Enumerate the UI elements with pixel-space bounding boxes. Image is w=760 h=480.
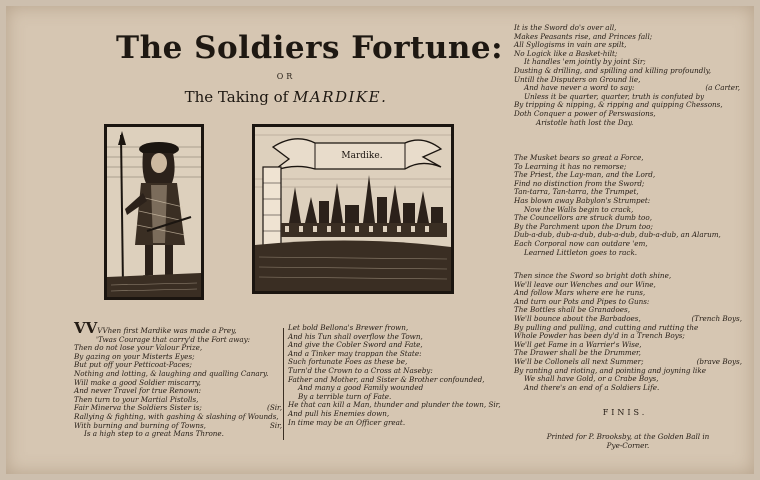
verse-line: And many a good Family wounded [298, 383, 424, 393]
page-title: The Soldiers Fortune: [116, 30, 504, 66]
verse-line: Turn'd the Crown to a Cross at Naseby: [288, 365, 433, 375]
verse-line: By pulling and pulling, and cutting and rutting the [514, 322, 699, 332]
side-note: Sir, [269, 420, 282, 430]
verse-line: No Logick like a Basket-hilt; [514, 48, 618, 58]
verse-line: Is a high step to a great Mans Throne. [84, 429, 224, 439]
verse-line: In time may be an Officer great. [288, 417, 406, 427]
verse-line: Unless it be quarter, quarter, truth is confuted by [524, 91, 705, 101]
verse-line: Dub-a-dub, dub-a-dub, dub-a-dub, dub-a-dub, an Alarum, [514, 230, 721, 240]
imprint-line: Pye-Corner. [606, 441, 650, 450]
verse-line: Father and Mother, and Sister & Brother confounded, [288, 374, 485, 384]
verse-column-left [74, 319, 282, 439]
side-note: (Sir, [267, 403, 282, 413]
side-note: (Trench Boys, [691, 313, 742, 323]
verse-line: Tan-tarra, Tan-tarra, the Trumpet, [514, 187, 639, 197]
finis-mark: FINIS. [602, 408, 648, 417]
verse-line: Dusting & drilling, and spilling and killing profoundly, [514, 65, 712, 75]
verse-line: The Drawer shall be the Drummer, [514, 348, 641, 358]
verse-line: Rallying & fighting, with gashing & slashing of Wounds, [74, 411, 279, 421]
verse-line-text: And have never a word to say: [524, 83, 635, 93]
verse-line: By the Parchment upon the Drum too; [514, 221, 653, 231]
verse-line-text: We'll bounce about the Barbadoes, [514, 313, 641, 323]
verse-line: The Priest, the Lay-man, and the Lord, [514, 170, 656, 180]
verse-line [74, 319, 282, 337]
subtitle-place: MARDIKE. [293, 88, 388, 106]
verse-line: 'Twas Courage that carry'd the Fort away: [96, 334, 251, 344]
verse-line-text: We'll be Collonels all next Summer; [514, 356, 644, 366]
verse-line: And a Tinker may trappan the State: [288, 348, 422, 358]
verse-line: Find no distinction from the Sword; [514, 178, 645, 188]
verse-column-middle [288, 323, 501, 427]
verse-line: Whole Powder has been dy'd in a Trench Boys; [514, 331, 685, 341]
verse-line: Then since the Sword so bright doth shine, [514, 271, 672, 280]
verse-line: And turn our Pots and Pipes to Guns: [514, 296, 650, 306]
verse-line: By gazing on your Misterts Eyes; [74, 351, 195, 361]
verse-line: The Councellors are struck dumb too, [514, 213, 652, 223]
verse-line: Then turn to your Martial Pistolls, [74, 394, 199, 404]
verse-column-right-stanza-2 [514, 154, 746, 257]
verse-line: Nothing and lotting, & laughing and qualling Canary. [74, 368, 269, 378]
verse-line: Each Corporal now can outdare 'em, [514, 238, 648, 248]
verse-line: And there's an end of a Soldiers Life. [524, 382, 660, 392]
side-note: (brave Boys, [696, 356, 742, 366]
page-subtitle [136, 88, 436, 106]
column-divider [283, 328, 284, 440]
verse-line: We shall have Gold, or a Crabe Boys, [524, 374, 659, 384]
side-note: (a Carter, [705, 83, 740, 93]
mardike-woodcut [252, 124, 454, 294]
verse-line: Untill the Disputers on Ground lie, [514, 74, 641, 84]
verse-line: Let bold Bellona's Brewer frown, [288, 323, 409, 332]
verse-column-right-stanza-3 [514, 272, 746, 392]
verse-line: By a terrible turn of Fate. [298, 391, 392, 401]
verse-line-text: VVhen first Mardike was made a Prey, [97, 326, 237, 335]
soldier-figure-icon [107, 127, 201, 297]
soldier-woodcut [104, 124, 204, 300]
verse-line: We'll get Fame in a Warrier's Wise, [514, 339, 642, 349]
verse-line: Now the Walls begin to crack, [524, 204, 634, 214]
verse-line-text: Fair Minerva the Soldiers Sister is; [74, 403, 202, 413]
verse-line: To Learning it has no remorse; [514, 161, 627, 171]
verse-line: Such fortunate Foes as these be, [288, 357, 408, 367]
verse-line: He that can kill a Man, thunder and plunder the town, Sir, [288, 400, 501, 410]
verse-line: And his Tun shall overflow the Town, [288, 331, 423, 341]
verse-line: Then do not lose your Valour Prize, [74, 343, 203, 353]
subtitle-prefix: The Taking of [184, 88, 289, 106]
verse-line: By ranting and rioting, and pointing and joyning like [514, 365, 706, 375]
drop-cap: VV [74, 319, 98, 337]
printer-imprint [510, 432, 746, 450]
verse-line-text: With burning and burning of Towns, [74, 420, 206, 430]
verse-line: It handles 'em jointly by joint Sir; [524, 57, 646, 67]
verse-line: And give the Cobler Sword and Fate, [288, 340, 423, 350]
woodcut-banner-label: Mardike. [341, 151, 383, 161]
verse-line: Makes Peasants rise, and Princes fall; [514, 31, 653, 41]
broadside-sheet [6, 6, 754, 474]
verse-line: The Bottles shall be Granadoes, [514, 305, 631, 315]
verse-column-right-stanza-1 [514, 24, 746, 127]
verse-line: And never Travel for true Renown: [74, 386, 202, 396]
verse-line: Doth Conquer a power of Perswasions, [514, 108, 656, 118]
verse-line: We'll leave our Wenches and our Wine, [514, 279, 656, 289]
verse-line: And pull his Enemies down, [288, 408, 390, 418]
verse-line: But put off your Petticoat-Paces; [74, 360, 192, 370]
verse-line: Aristotle hath lost the Day. [536, 117, 634, 127]
verse-line: All Syllogisms in vain are spilt, [514, 40, 627, 50]
imprint-line: Printed for P. Brooksby, at the Golden Ball in [546, 432, 710, 441]
verse-line: And follow Mars where ere he runs, [514, 288, 646, 298]
verse-line: Will make a good Soldier miscarry, [74, 377, 201, 387]
verse-line: It is the Sword do's over all, [514, 23, 617, 32]
verse-line: The Musket bears so great a Force, [514, 153, 644, 162]
verse-line: Learned Littleton goes to rack. [524, 247, 638, 257]
verse-line: Has blown away Babylon's Strumpet: [514, 195, 651, 205]
title-conjunction: OR [276, 72, 296, 81]
verse-line: By tripping & nipping, & ripping and quipping Chessons, [514, 100, 723, 110]
